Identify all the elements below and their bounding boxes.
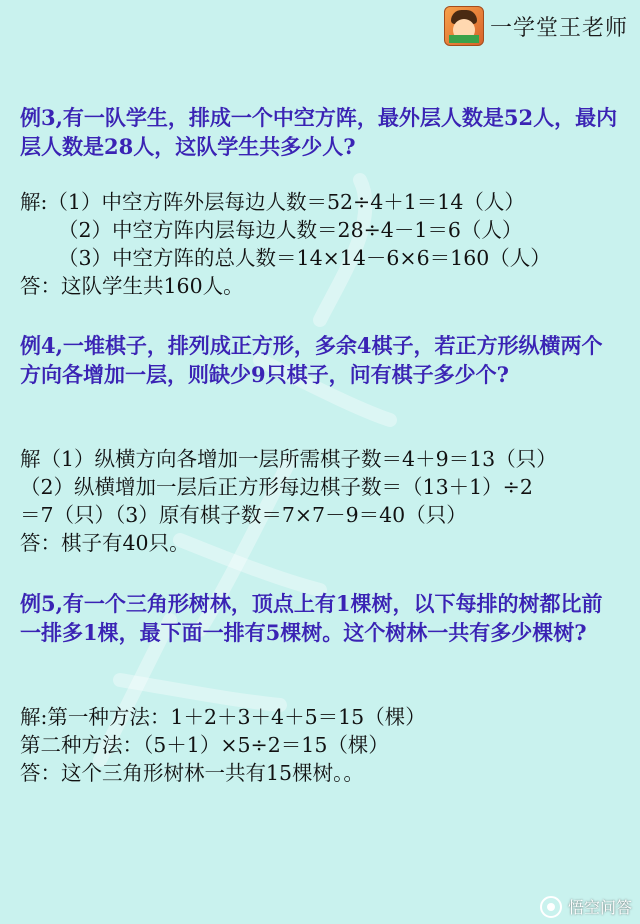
problem-5-solution bbox=[20, 703, 630, 787]
answer-line: 答：棋子有40只。 bbox=[20, 531, 190, 555]
teacher-avatar-icon bbox=[444, 6, 484, 46]
solution-line: 解:（1）中空方阵外层每边人数＝52÷4＋1＝14（人） bbox=[20, 190, 525, 214]
footer-brand-name: 悟空问答 bbox=[567, 898, 632, 917]
solution-line: （2）中空方阵内层每边人数＝28÷4－1＝6（人） bbox=[58, 218, 523, 242]
problem-3-question: 例3,有一队学生，排成一个中空方阵，最外层人数是52人，最内层人数是28人，这队学生共多少人? bbox=[20, 105, 618, 159]
problem-3-solution bbox=[20, 188, 630, 300]
solution-line: ＝7（只）（3）原有棋子数＝7×7－9＝40（只） bbox=[20, 503, 467, 527]
solution-line: 第二种方法：（5＋1）×5÷2＝15（棵） bbox=[20, 733, 389, 757]
solution-line: （2）纵横增加一层后正方形每边棋子数＝（13＋1）÷2 bbox=[20, 475, 533, 499]
brand-name: 一学堂王老师 bbox=[490, 15, 629, 41]
footer-brand bbox=[540, 895, 632, 918]
solution-line: 解（1）纵横方向各增加一层所需棋子数＝4＋9＝13（只） bbox=[20, 447, 557, 471]
wukong-logo-icon bbox=[540, 896, 562, 918]
solution-line: 解:第一种方法：1＋2＋3＋4＋5＝15（棵） bbox=[20, 705, 426, 729]
answer-line: 答：这个三角形树林一共有15棵树。。 bbox=[20, 761, 364, 785]
solution-line: （3）中空方阵的总人数＝14×14－6×6＝160（人） bbox=[58, 246, 551, 270]
problem-4-question: 例4,一堆棋子，排列成正方形，多余4棋子，若正方形纵横两个方向各增加一层，则缺少9只棋子，问有棋子多少个? bbox=[20, 333, 603, 387]
header-brand bbox=[444, 6, 628, 46]
problem-4-solution bbox=[20, 445, 630, 557]
answer-line: 答：这队学生共160人。 bbox=[20, 274, 244, 298]
problem-5-question: 例5,有一个三角形树林，顶点上有1棵树，以下每排的树都比前一排多1棵，最下面一排有5棵树。这个树林一共有多少棵树? bbox=[20, 591, 603, 645]
